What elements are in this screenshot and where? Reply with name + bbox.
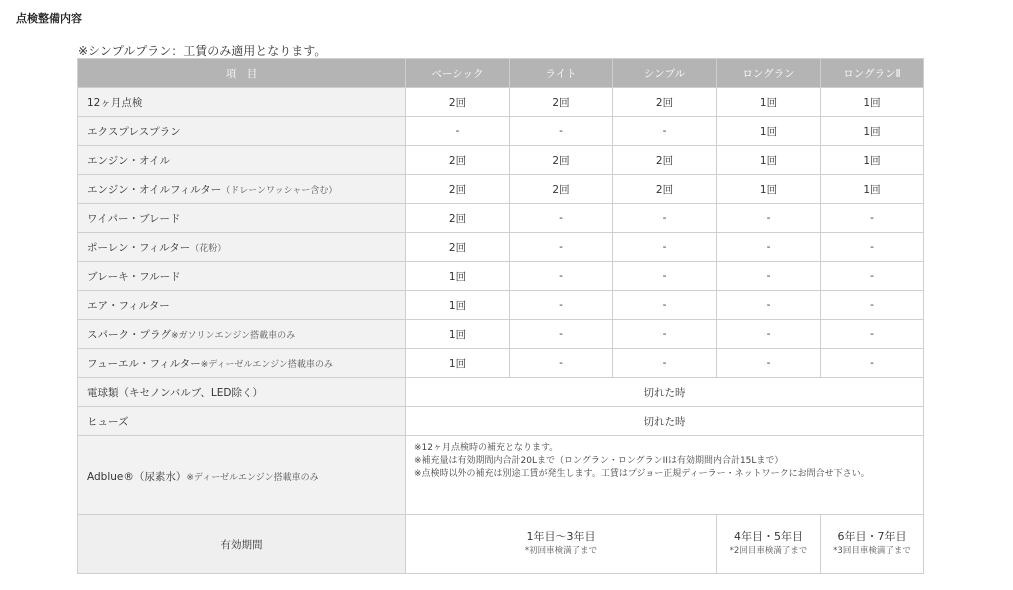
table-row [78, 146, 924, 175]
cell-simple: 2回 [613, 88, 717, 117]
cell-basic: - [406, 117, 510, 146]
cell-simple: - [613, 233, 717, 262]
cell-basic: 2回 [406, 88, 510, 117]
cell-simple: - [613, 291, 717, 320]
adblue-note: ※12ヶ月点検時の補充となります。 [414, 443, 559, 453]
table-row-adblue [78, 436, 924, 517]
row-label: 12ヶ月点検 [78, 88, 406, 117]
row-label: エア・フィルター [78, 291, 406, 320]
validity-period-1: 1年目～3年目 *初回車検満了まで [406, 515, 717, 574]
table-row [78, 291, 924, 320]
validity-label: 有効期間 [78, 515, 406, 574]
cell-light: - [510, 320, 613, 349]
header-light: ライト [510, 59, 613, 88]
cell-longrun2: 1回 [821, 117, 924, 146]
cell-basic: 1回 [406, 291, 510, 320]
row-label: スパーク・プラグ※ガソリンエンジン搭載車のみ [78, 320, 406, 349]
table-row [78, 204, 924, 233]
cell-basic: 1回 [406, 320, 510, 349]
adblue-notes [406, 436, 924, 517]
table-row [78, 233, 924, 262]
cell-longrun2: - [821, 204, 924, 233]
header-basic: ベーシック [406, 59, 510, 88]
cell-longrun2: 1回 [821, 88, 924, 117]
row-label: ブレーキ・フルード [78, 262, 406, 291]
cell-simple: 2回 [613, 175, 717, 204]
cell-longrun2: - [821, 320, 924, 349]
row-label: Adblue®（尿素水）※ディーゼルエンジン搭載車のみ [78, 436, 406, 517]
cell-longrun2: 1回 [821, 175, 924, 204]
maintenance-table [77, 58, 924, 517]
cell-longrun: 1回 [717, 146, 821, 175]
cell-simple: - [613, 349, 717, 378]
table-row [78, 262, 924, 291]
cell-light: - [510, 233, 613, 262]
cell-basic: 2回 [406, 146, 510, 175]
cell-light: - [510, 349, 613, 378]
cell-light: 2回 [510, 175, 613, 204]
cell-basic: 2回 [406, 175, 510, 204]
cell-light: - [510, 291, 613, 320]
cell-basic: 2回 [406, 233, 510, 262]
row-label: ポーレン・フィルター（花粉） [78, 233, 406, 262]
cell-longrun2: - [821, 349, 924, 378]
row-label: エンジン・オイルフィルター（ドレーンワッシャー含む） [78, 175, 406, 204]
validity-period-2: 4年目・5年目 *2回目車検満了まで [717, 515, 821, 574]
header-longrun: ロングラン [717, 59, 821, 88]
table-row-bulbs [78, 378, 924, 407]
header-item: 項 目 [78, 59, 406, 88]
cell-longrun: - [717, 349, 821, 378]
cell-longrun: 1回 [717, 175, 821, 204]
cell-light: - [510, 204, 613, 233]
cell-longrun2: 1回 [821, 146, 924, 175]
cell-simple: - [613, 262, 717, 291]
cell-light: 2回 [510, 146, 613, 175]
row-label: ワイパー・ブレード [78, 204, 406, 233]
table-row [78, 117, 924, 146]
table-row [78, 88, 924, 117]
cell-longrun: - [717, 291, 821, 320]
validity-row [78, 515, 924, 574]
cell-simple: - [613, 117, 717, 146]
row-label: エンジン・オイル [78, 146, 406, 175]
table-header-row [78, 59, 924, 88]
page-title: 点検整備内容 [16, 12, 82, 25]
table-row-fuse [78, 407, 924, 436]
cell-longrun: - [717, 320, 821, 349]
cell-longrun: 1回 [717, 117, 821, 146]
cell-longrun2: - [821, 291, 924, 320]
validity-period-3: 6年目・7年目 *3回目車検満了まで [821, 515, 924, 574]
cell-longrun: - [717, 204, 821, 233]
cell-longrun: - [717, 262, 821, 291]
row-label: ヒューズ [78, 407, 406, 436]
cell-longrun2: - [821, 262, 924, 291]
table-row [78, 349, 924, 378]
cell-all-plans: 切れた時 [406, 378, 924, 407]
cell-longrun: - [717, 233, 821, 262]
validity-table [77, 514, 924, 574]
cell-all-plans: 切れた時 [406, 407, 924, 436]
row-label: エクスプレスプラン [78, 117, 406, 146]
cell-basic: 1回 [406, 349, 510, 378]
plan-note: ※シンプルプラン：工賃のみ適用となります。 [78, 44, 327, 58]
cell-longrun2: - [821, 233, 924, 262]
cell-basic: 1回 [406, 262, 510, 291]
header-longrun2: ロングランⅡ [821, 59, 924, 88]
header-simple: シンプル [613, 59, 717, 88]
cell-simple: - [613, 320, 717, 349]
cell-light: - [510, 117, 613, 146]
adblue-note: ※点検時以外の補充は別途工賃が発生します。工賃はプジョー正規ディーラー・ネットワークにお問合せ下さい。 [414, 469, 870, 479]
table-row [78, 175, 924, 204]
cell-basic: 2回 [406, 204, 510, 233]
cell-simple: 2回 [613, 146, 717, 175]
cell-simple: - [613, 204, 717, 233]
cell-light: 2回 [510, 88, 613, 117]
row-label: フューエル・フィルター※ディーゼルエンジン搭載車のみ [78, 349, 406, 378]
cell-longrun: 1回 [717, 88, 821, 117]
cell-light: - [510, 262, 613, 291]
table-row [78, 320, 924, 349]
adblue-note: ※補充量は有効期間内合計20Lまで（ロングラン・ロングランIIは有効期間内合計15Lまで） [414, 456, 784, 466]
row-label: 電球類（キセノンバルブ、LED除く） [78, 378, 406, 407]
